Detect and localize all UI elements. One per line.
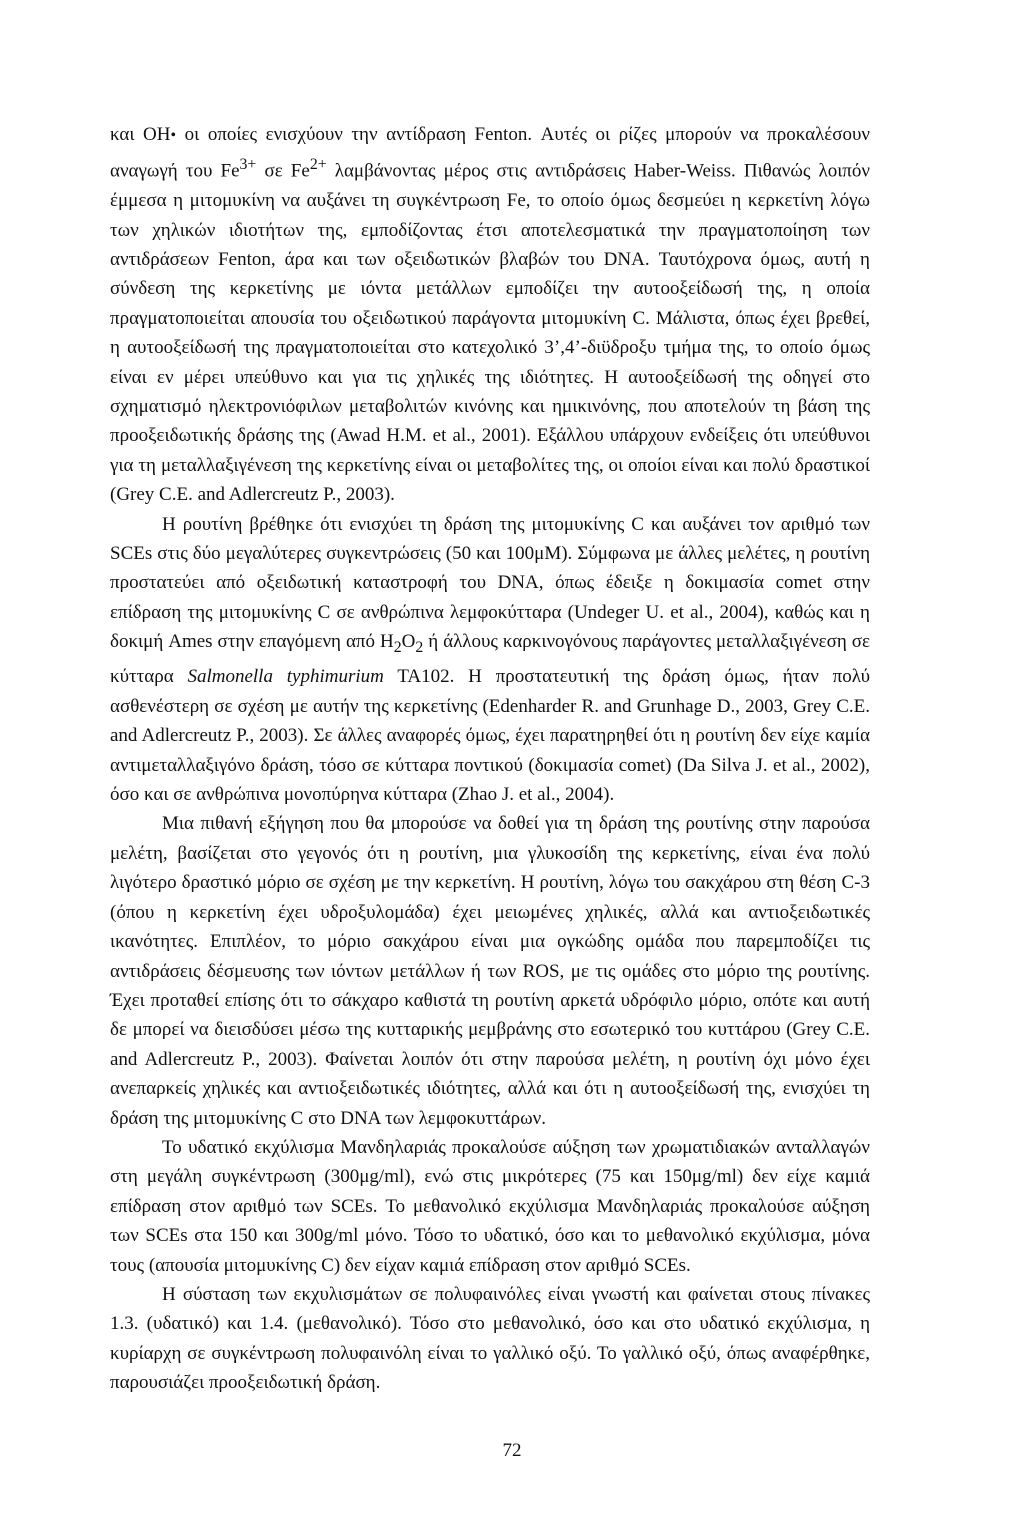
text-run: οι οποίες ενισχύουν την αντίδραση Fenton. Αυτές οι ρίζες μπορούν να προκαλέσουν αναγωγή του Fe bbox=[110, 124, 870, 182]
paragraph-2 bbox=[110, 510, 870, 810]
superscript: 3+ bbox=[239, 156, 257, 174]
paragraph-4: Το υδατικό εκχύλισμα Μανδηλαριάς προκαλούσε αύξηση των χρωματιδιακών ανταλλαγών στη μεγάλη συγκέντρωση (300μg/ml), ενώ στις μικρότερες (75 και 150μg/ml) δεν είχε καμιά επίδραση στον αριθμό των SCEs. Το μεθανολικό εκχύλισμα Μανδηλαριάς προκαλούσε αύξηση των SCEs στα 150 και 300g/ml μόνο. Τόσο το υδατικό, όσο και το μεθανολικό εκχύλισμα, μόνα τους (απουσία μιτομυκίνης C) δεν είχαν καμιά επίδραση στον αριθμό SCEs. bbox=[110, 1136, 870, 1276]
species-name: Salmonella typhimurium bbox=[187, 666, 384, 688]
subscript: 2 bbox=[415, 639, 424, 657]
text-run: TA102. Η προστατευτική της δράση όμως, ήταν πολύ ασθενέστερη σε σχέση με αυτήν της κερκετίνης (Edenharder R. and Grunhage D., 2003, Grey C.E. and Adlercreutz P., 2003). Σε άλλες αναφορές όμως, έχει παρατηρηθεί ότι η ρουτίνη δεν είχε καμία αντιμεταλλαξιγόνο δράση, τόσο σε κύτταρα ποντικού (δοκιμασία comet) (Da Silva J. et al., 2002), όσο και σε ανθρώπινα μονοπύρηνα κύτταρα (Zhao J. et al., 2004). bbox=[110, 666, 870, 806]
document-body bbox=[110, 120, 870, 1398]
text-run: σε Fe bbox=[256, 160, 310, 182]
radical-dot: • bbox=[170, 127, 177, 144]
text-run: ή άλλους καρκινογόνους παράγοντες μεταλλαξιγένεση σε κύτταρα bbox=[110, 631, 871, 688]
superscript: 2+ bbox=[309, 156, 327, 174]
text-run: Η ρουτίνη βρέθηκε ότι ενισχύει τη δράση της μιτομυκίνης C και αυξάνει τον αριθμό των SCEs στις δύο μεγαλύτερες συγκεντρώσεις (50 και 100μΜ). Σύμφωνα με άλλες μελέτες, η ρουτίνη προστατεύει από οξειδωτική καταστροφή του DNA, όπως έδειξε η δοκιμασία comet στην επίδραση της μιτομυκίνης C σε ανθρώπινα λεμφοκύτταρα (Undeger U. et al., 2004), καθώς και η δοκιμή Ames στην επαγόμενη από H bbox=[110, 513, 870, 653]
paragraph-5: Η σύσταση των εκχυλισμάτων σε πολυφαινόλες είναι γνωστή και φαίνεται στους πίνακες 1.3. (υδατικό) και 1.4. (μεθανολικό). Τόσο στο μεθανολικό, όσο και στο υδατικό εκχύλισμα, η κυρίαρχη σε συγκέντρωση πολυφαινόλη είναι το γαλλικό οξύ. Το γαλλικό οξύ, όπως αναφέρθηκε, παρουσιάζει προοξειδωτική δράση. bbox=[110, 1283, 870, 1394]
text-run: , το οποίο όμως δεσμεύει η κερκετίνη λόγω των χηλικών ιδιοτήτων της, εμποδίζοντας έτσι αποτελεσματικά την πραγματοποίηση των αντιδράσεων Fenton, άρα και των οξειδωτικών βλαβών του DNA. Ταυτόχρονα όμως, αυτή η σύνδεση της κερκετίνης με ιόντα μετάλλων εμποδίζει την αυτοοξείδωσή της, η οποία πραγματοποιείται απουσία του οξειδωτικού παράγοντα μιτομυκίνη C. Μάλιστα, όπως έχει βρεθεί, η αυτοοξείδωσή της πραγματοποιείται στο κατεχολικό 3’,4’-διϋδροξυ τμήμα της, το οποίο όμως είναι εν μέρει υπεύθυνο και για τις χηλικές της ιδιότητες. Η αυτοοξείδωσή της οδηγεί στο σχηματισμό ηλεκτρονιόφιλων μεταβολιτών κινόνης και ημικινόνης, που αποτελούν τη βάση της προοξειδωτικής δράσης της (Awad H.M. et al., 2001). Εξάλλου υπάρχουν ενδείξεις ότι υπεύθυνοι για τη μεταλλαξιγένεση της κερκετίνης είναι οι μεταβολίτες της, οι οποίοι είναι και πολύ δραστικοί (Grey C.E. and Adlercreutz P., 2003). bbox=[110, 190, 870, 506]
paragraph-3: Μια πιθανή εξήγηση που θα μπορούσε να δοθεί για τη δράση της ρουτίνης στην παρούσα μελέτη, βασίζεται στο γεγονός ότι η ρουτίνη, μια γλυκοσίδη της κερκετίνης, είναι ένα πολύ λιγότερο δραστικό μόριο σε σχέση με την κερκετίνη. Η ρουτίνη, λόγω του σακχάρου στη θέση C-3 (όπου η κερκετίνη έχει υδροξυλομάδα) έχει μειωμένες χηλικές, αλλά και αντιοξειδωτικές ικανότητες. Επιπλέον, το μόριο σακχάρου είναι μια ογκώδης ομάδα που παρεμποδίζει τις αντιδράσεις δέσμευσης των ιόντων μετάλλων ή των ROS, με τις ομάδες στο μόριο της ρουτίνης. Έχει προταθεί επίσης ότι το σάκχαρο καθιστά τη ρουτίνη αρκετά υδρόφιλο μόριο, οπότε και αυτή δε μπορεί να διεισδύσει μέσω της κυτταρικής μεμβράνης στο εσωτερικό του κυττάρου (Grey C.E. and Adlercreutz P., 2003). Φαίνεται λοιπόν ότι στην παρούσα μελέτη, η ρουτίνη όχι μόνο έχει ανεπαρκείς χηλικές και αντιοξειδωτικές ιδιότητες, αλλά και ότι η αυτοοξείδωσή της, ενισχύει τη δράση της μιτομυκίνης C στο DNA των λεμφοκυττάρων. bbox=[110, 813, 870, 1129]
text-run: λαμβάνοντας μέρος στις αντιδράσεις Haber-Weiss. Πιθανώς λοιπόν έμμεσα η μιτομυκίνη να αυξάνει τη συγκέντρωση Fe bbox=[110, 160, 870, 212]
text-run: O bbox=[401, 631, 416, 653]
text-run: και OH bbox=[110, 124, 171, 145]
subscript: 2 bbox=[393, 639, 402, 657]
page-number: 72 bbox=[502, 1440, 522, 1461]
paragraph-1 bbox=[110, 120, 870, 510]
